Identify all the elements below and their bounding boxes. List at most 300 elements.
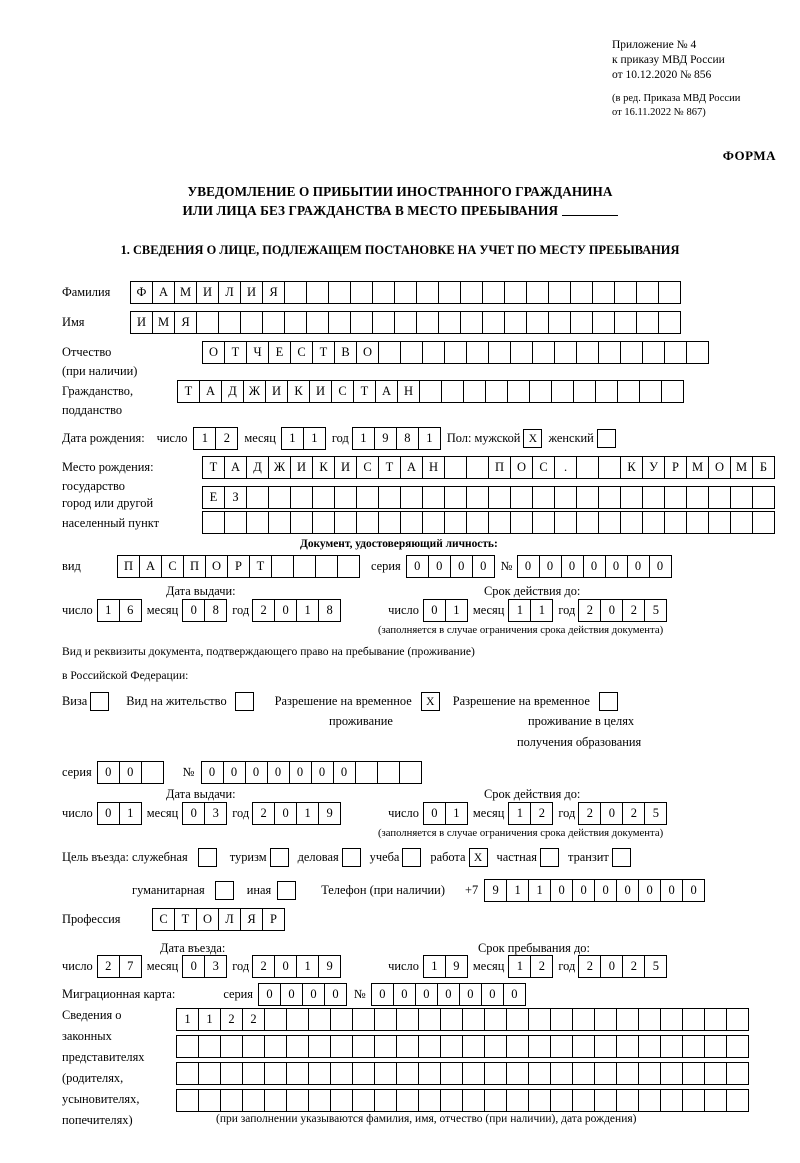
cell[interactable]: Я xyxy=(240,908,263,931)
cell[interactable]: 0 xyxy=(539,555,562,578)
cell[interactable] xyxy=(440,1035,463,1058)
cell[interactable]: О xyxy=(510,456,533,479)
cell[interactable] xyxy=(616,1062,639,1085)
cell[interactable] xyxy=(400,341,423,364)
cell[interactable] xyxy=(440,1089,463,1112)
cell[interactable]: 7 xyxy=(119,955,142,978)
cell[interactable] xyxy=(440,1008,463,1031)
cell[interactable] xyxy=(570,281,593,304)
purpose-study-checkbox[interactable] xyxy=(402,848,421,867)
cell[interactable] xyxy=(572,1008,595,1031)
cell[interactable] xyxy=(284,281,307,304)
cell[interactable] xyxy=(576,341,599,364)
cell[interactable] xyxy=(334,511,357,534)
cell[interactable] xyxy=(441,380,464,403)
cell[interactable] xyxy=(422,511,445,534)
cell[interactable] xyxy=(532,341,555,364)
cell[interactable] xyxy=(308,1008,331,1031)
cell[interactable] xyxy=(484,1008,507,1031)
cell[interactable]: 0 xyxy=(245,761,268,784)
cell[interactable]: З xyxy=(224,486,247,509)
cell[interactable] xyxy=(642,486,665,509)
cell[interactable] xyxy=(636,311,659,334)
cell[interactable] xyxy=(682,1062,705,1085)
cell[interactable] xyxy=(639,380,662,403)
cell[interactable] xyxy=(488,511,511,534)
cell[interactable] xyxy=(264,1008,287,1031)
cell[interactable] xyxy=(664,511,687,534)
cell[interactable]: Р xyxy=(664,456,687,479)
purpose-other-checkbox[interactable] xyxy=(277,881,296,900)
cell[interactable] xyxy=(418,1035,441,1058)
cell[interactable] xyxy=(526,311,549,334)
entry-month-field[interactable] xyxy=(182,955,226,978)
cell[interactable] xyxy=(444,456,467,479)
cell[interactable]: Е xyxy=(268,341,291,364)
cell[interactable] xyxy=(176,1089,199,1112)
cell[interactable]: 0 xyxy=(649,555,672,578)
cell[interactable] xyxy=(616,1035,639,1058)
migration-number-field[interactable] xyxy=(371,983,525,1006)
cell[interactable] xyxy=(462,1062,485,1085)
cell[interactable]: 1 xyxy=(508,955,531,978)
cell[interactable] xyxy=(293,555,316,578)
cell[interactable] xyxy=(660,1089,683,1112)
cell[interactable] xyxy=(485,380,508,403)
cell[interactable] xyxy=(418,1089,441,1112)
cell[interactable] xyxy=(704,1089,727,1112)
cell[interactable]: Т xyxy=(249,555,272,578)
cell[interactable] xyxy=(598,511,621,534)
stay-month-field[interactable] xyxy=(508,955,552,978)
cell[interactable]: 1 xyxy=(508,802,531,825)
cell[interactable] xyxy=(202,511,225,534)
name-field[interactable] xyxy=(130,311,680,334)
cell[interactable] xyxy=(614,311,637,334)
cell[interactable] xyxy=(396,1008,419,1031)
doc-number-field[interactable] xyxy=(517,555,671,578)
cell[interactable] xyxy=(355,761,378,784)
cell[interactable] xyxy=(176,1035,199,1058)
cell[interactable]: Л xyxy=(218,281,241,304)
cell[interactable] xyxy=(444,486,467,509)
cell[interactable]: 2 xyxy=(578,599,601,622)
cell[interactable] xyxy=(572,1089,595,1112)
cell[interactable] xyxy=(290,486,313,509)
cell[interactable] xyxy=(620,341,643,364)
cell[interactable]: 0 xyxy=(550,879,573,902)
cell[interactable]: 0 xyxy=(371,983,394,1006)
cell[interactable]: 2 xyxy=(622,802,645,825)
cell[interactable]: Т xyxy=(177,380,200,403)
cell[interactable] xyxy=(374,1089,397,1112)
cell[interactable] xyxy=(418,1062,441,1085)
stay-number-field[interactable] xyxy=(201,761,421,784)
purpose-service-checkbox[interactable] xyxy=(198,848,217,867)
cell[interactable]: 1 xyxy=(296,802,319,825)
residence-permit-checkbox[interactable] xyxy=(235,692,254,711)
cell[interactable]: 0 xyxy=(437,983,460,1006)
cell[interactable]: 1 xyxy=(445,802,468,825)
cell[interactable]: 0 xyxy=(97,802,120,825)
cell[interactable] xyxy=(463,380,486,403)
cell[interactable] xyxy=(730,486,753,509)
cell[interactable]: 0 xyxy=(302,983,325,1006)
entry-year-field[interactable] xyxy=(252,955,340,978)
cell[interactable]: 5 xyxy=(644,802,667,825)
cell[interactable] xyxy=(526,281,549,304)
cell[interactable]: А xyxy=(400,456,423,479)
cell[interactable] xyxy=(444,341,467,364)
cell[interactable]: О xyxy=(202,341,225,364)
cell[interactable] xyxy=(466,486,489,509)
sex-female-checkbox[interactable] xyxy=(597,429,616,448)
cell[interactable] xyxy=(374,1062,397,1085)
cell[interactable] xyxy=(488,341,511,364)
cell[interactable] xyxy=(506,1008,529,1031)
cell[interactable] xyxy=(594,1062,617,1085)
cell[interactable]: 2 xyxy=(242,1008,265,1031)
cell[interactable] xyxy=(682,1035,705,1058)
cell[interactable] xyxy=(504,281,527,304)
cell[interactable] xyxy=(576,456,599,479)
temp-residence-checkbox[interactable]: X xyxy=(421,692,440,711)
cell[interactable]: Ч xyxy=(246,341,269,364)
cell[interactable]: 0 xyxy=(472,555,495,578)
cell[interactable] xyxy=(660,1062,683,1085)
cell[interactable] xyxy=(617,380,640,403)
cell[interactable]: П xyxy=(183,555,206,578)
cell[interactable] xyxy=(686,341,709,364)
cell[interactable] xyxy=(572,1062,595,1085)
cell[interactable] xyxy=(592,281,615,304)
cell[interactable] xyxy=(592,311,615,334)
cell[interactable] xyxy=(268,511,291,534)
cell[interactable] xyxy=(262,311,285,334)
cell[interactable]: И xyxy=(196,281,219,304)
cell[interactable] xyxy=(594,1089,617,1112)
cell[interactable] xyxy=(306,281,329,304)
cell[interactable] xyxy=(726,1062,749,1085)
cell[interactable]: 0 xyxy=(258,983,281,1006)
cell[interactable]: К xyxy=(620,456,643,479)
purpose-private-checkbox[interactable] xyxy=(540,848,559,867)
cell[interactable]: 0 xyxy=(280,983,303,1006)
citizenship-field[interactable] xyxy=(177,380,683,403)
cell[interactable]: 0 xyxy=(660,879,683,902)
cell[interactable] xyxy=(484,1062,507,1085)
cell[interactable]: 1 xyxy=(423,955,446,978)
cell[interactable] xyxy=(271,555,294,578)
cell[interactable] xyxy=(686,486,709,509)
legal-rep-row-1[interactable] xyxy=(176,1008,748,1031)
surname-field[interactable] xyxy=(130,281,680,304)
doc-valid-day-field[interactable] xyxy=(423,599,467,622)
cell[interactable] xyxy=(616,1008,639,1031)
cell[interactable] xyxy=(218,311,241,334)
cell[interactable] xyxy=(682,1008,705,1031)
cell[interactable] xyxy=(642,341,665,364)
cell[interactable] xyxy=(638,1008,661,1031)
cell[interactable]: И xyxy=(130,311,153,334)
cell[interactable]: 2 xyxy=(578,802,601,825)
cell[interactable] xyxy=(620,486,643,509)
cell[interactable] xyxy=(220,1035,243,1058)
cell[interactable] xyxy=(198,1035,221,1058)
cell[interactable] xyxy=(328,311,351,334)
cell[interactable]: Т xyxy=(224,341,247,364)
cell[interactable]: 0 xyxy=(561,555,584,578)
cell[interactable]: 0 xyxy=(503,983,526,1006)
cell[interactable] xyxy=(510,341,533,364)
cell[interactable] xyxy=(532,511,555,534)
cell[interactable] xyxy=(620,511,643,534)
cell[interactable] xyxy=(264,1062,287,1085)
cell[interactable]: 0 xyxy=(600,802,623,825)
doc-valid-month-field[interactable] xyxy=(508,599,552,622)
cell[interactable] xyxy=(636,281,659,304)
cell[interactable]: Д xyxy=(246,456,269,479)
cell[interactable]: 9 xyxy=(374,427,397,450)
cell[interactable] xyxy=(704,1008,727,1031)
cell[interactable]: 5 xyxy=(644,599,667,622)
cell[interactable] xyxy=(466,511,489,534)
cell[interactable] xyxy=(708,511,731,534)
cell[interactable]: С xyxy=(290,341,313,364)
cell[interactable] xyxy=(708,486,731,509)
cell[interactable]: 1 xyxy=(119,802,142,825)
cell[interactable]: А xyxy=(199,380,222,403)
cell[interactable]: 2 xyxy=(220,1008,243,1031)
cell[interactable] xyxy=(598,456,621,479)
cell[interactable] xyxy=(594,1035,617,1058)
cell[interactable] xyxy=(554,511,577,534)
cell[interactable]: Т xyxy=(378,456,401,479)
cell[interactable]: И xyxy=(309,380,332,403)
cell[interactable]: О xyxy=(356,341,379,364)
cell[interactable] xyxy=(268,486,291,509)
cell[interactable] xyxy=(330,1089,353,1112)
cell[interactable] xyxy=(394,281,417,304)
cell[interactable] xyxy=(220,1089,243,1112)
cell[interactable] xyxy=(378,486,401,509)
purpose-transit-checkbox[interactable] xyxy=(612,848,631,867)
stay-issue-month-field[interactable] xyxy=(182,802,226,825)
cell[interactable]: . xyxy=(554,456,577,479)
cell[interactable] xyxy=(396,1089,419,1112)
cell[interactable]: 0 xyxy=(201,761,224,784)
cell[interactable] xyxy=(529,380,552,403)
cell[interactable]: 3 xyxy=(204,802,227,825)
cell[interactable]: К xyxy=(287,380,310,403)
cell[interactable] xyxy=(352,1035,375,1058)
cell[interactable]: 0 xyxy=(415,983,438,1006)
cell[interactable] xyxy=(682,1089,705,1112)
cell[interactable]: 2 xyxy=(530,802,553,825)
cell[interactable]: С xyxy=(532,456,555,479)
cell[interactable]: Ф xyxy=(130,281,153,304)
cell[interactable]: 2 xyxy=(622,955,645,978)
cell[interactable]: 0 xyxy=(600,599,623,622)
cell[interactable] xyxy=(573,380,596,403)
cell[interactable] xyxy=(284,311,307,334)
cell[interactable]: 2 xyxy=(97,955,120,978)
cell[interactable] xyxy=(726,1035,749,1058)
cell[interactable]: 1 xyxy=(528,879,551,902)
cell[interactable] xyxy=(484,1089,507,1112)
cell[interactable]: 9 xyxy=(318,955,341,978)
cell[interactable]: И xyxy=(265,380,288,403)
legal-rep-row-4[interactable] xyxy=(176,1089,748,1112)
cell[interactable]: 0 xyxy=(638,879,661,902)
cell[interactable]: 9 xyxy=(318,802,341,825)
cell[interactable] xyxy=(220,1062,243,1085)
cell[interactable]: 0 xyxy=(423,802,446,825)
cell[interactable] xyxy=(554,486,577,509)
cell[interactable] xyxy=(686,511,709,534)
cell[interactable]: 0 xyxy=(311,761,334,784)
cell[interactable]: 0 xyxy=(119,761,142,784)
cell[interactable]: П xyxy=(488,456,511,479)
cell[interactable]: 0 xyxy=(324,983,347,1006)
cell[interactable]: 0 xyxy=(223,761,246,784)
doc-kind-field[interactable] xyxy=(117,555,359,578)
cell[interactable] xyxy=(548,311,571,334)
cell[interactable] xyxy=(352,1089,375,1112)
cell[interactable]: Р xyxy=(262,908,285,931)
cell[interactable] xyxy=(598,486,621,509)
stay-issue-day-field[interactable] xyxy=(97,802,141,825)
visa-checkbox[interactable] xyxy=(90,692,109,711)
cell[interactable]: 0 xyxy=(481,983,504,1006)
cell[interactable]: М xyxy=(174,281,197,304)
cell[interactable] xyxy=(242,1062,265,1085)
cell[interactable]: 2 xyxy=(252,599,275,622)
edu-residence-checkbox[interactable] xyxy=(599,692,618,711)
cell[interactable] xyxy=(528,1062,551,1085)
cell[interactable] xyxy=(330,1035,353,1058)
cell[interactable] xyxy=(572,1035,595,1058)
cell[interactable] xyxy=(550,1035,573,1058)
cell[interactable] xyxy=(598,341,621,364)
cell[interactable] xyxy=(488,486,511,509)
doc-issue-year-field[interactable] xyxy=(252,599,340,622)
cell[interactable] xyxy=(506,1089,529,1112)
sex-male-checkbox[interactable]: X xyxy=(523,429,542,448)
cell[interactable]: 2 xyxy=(578,955,601,978)
cell[interactable] xyxy=(595,380,618,403)
cell[interactable] xyxy=(661,380,684,403)
cell[interactable]: 0 xyxy=(572,879,595,902)
cell[interactable]: 1 xyxy=(176,1008,199,1031)
cell[interactable]: 2 xyxy=(622,599,645,622)
cell[interactable] xyxy=(312,511,335,534)
patronymic-field[interactable] xyxy=(202,341,708,364)
cell[interactable]: П xyxy=(117,555,140,578)
cell[interactable]: 2 xyxy=(530,955,553,978)
cell[interactable] xyxy=(418,1008,441,1031)
cell[interactable] xyxy=(484,1035,507,1058)
cell[interactable] xyxy=(399,761,422,784)
cell[interactable] xyxy=(240,311,263,334)
cell[interactable] xyxy=(482,281,505,304)
cell[interactable] xyxy=(660,1008,683,1031)
cell[interactable]: 9 xyxy=(445,955,468,978)
cell[interactable] xyxy=(242,1035,265,1058)
cell[interactable] xyxy=(638,1035,661,1058)
cell[interactable]: Е xyxy=(202,486,225,509)
doc-series-field[interactable] xyxy=(406,555,494,578)
cell[interactable] xyxy=(419,380,442,403)
cell[interactable] xyxy=(528,1035,551,1058)
cell[interactable] xyxy=(664,341,687,364)
cell[interactable] xyxy=(400,486,423,509)
birth-year-field[interactable] xyxy=(352,427,440,450)
cell[interactable]: А xyxy=(139,555,162,578)
cell[interactable]: К xyxy=(312,456,335,479)
cell[interactable] xyxy=(726,1089,749,1112)
cell[interactable] xyxy=(660,1035,683,1058)
cell[interactable]: Д xyxy=(221,380,244,403)
cell[interactable] xyxy=(462,1008,485,1031)
cell[interactable]: 1 xyxy=(445,599,468,622)
purpose-tourism-checkbox[interactable] xyxy=(270,848,289,867)
cell[interactable]: 1 xyxy=(198,1008,221,1031)
stay-valid-month-field[interactable] xyxy=(508,802,552,825)
cell[interactable] xyxy=(642,511,665,534)
cell[interactable] xyxy=(308,1035,331,1058)
cell[interactable]: С xyxy=(152,908,175,931)
cell[interactable] xyxy=(576,486,599,509)
cell[interactable]: 0 xyxy=(627,555,650,578)
cell[interactable]: М xyxy=(730,456,753,479)
birth-country-field[interactable] xyxy=(202,456,774,479)
cell[interactable]: 2 xyxy=(215,427,238,450)
cell[interactable] xyxy=(176,1062,199,1085)
cell[interactable]: С xyxy=(356,456,379,479)
cell[interactable] xyxy=(196,311,219,334)
cell[interactable]: 5 xyxy=(644,955,667,978)
cell[interactable] xyxy=(704,1035,727,1058)
cell[interactable] xyxy=(510,511,533,534)
cell[interactable]: Ж xyxy=(268,456,291,479)
cell[interactable] xyxy=(444,511,467,534)
cell[interactable] xyxy=(506,1062,529,1085)
cell[interactable] xyxy=(460,281,483,304)
cell[interactable] xyxy=(242,1089,265,1112)
cell[interactable] xyxy=(264,1035,287,1058)
cell[interactable]: Н xyxy=(397,380,420,403)
cell[interactable]: 0 xyxy=(616,879,639,902)
cell[interactable] xyxy=(396,1062,419,1085)
cell[interactable]: 0 xyxy=(274,802,297,825)
cell[interactable]: В xyxy=(334,341,357,364)
cell[interactable] xyxy=(440,1062,463,1085)
cell[interactable] xyxy=(356,511,379,534)
cell[interactable] xyxy=(308,1062,331,1085)
cell[interactable] xyxy=(328,281,351,304)
cell[interactable]: 0 xyxy=(459,983,482,1006)
cell[interactable] xyxy=(554,341,577,364)
cell[interactable] xyxy=(312,486,335,509)
cell[interactable] xyxy=(352,1008,375,1031)
cell[interactable] xyxy=(422,341,445,364)
cell[interactable]: 1 xyxy=(296,599,319,622)
cell[interactable] xyxy=(306,311,329,334)
cell[interactable]: 0 xyxy=(450,555,473,578)
cell[interactable] xyxy=(374,1008,397,1031)
cell[interactable]: 2 xyxy=(252,802,275,825)
